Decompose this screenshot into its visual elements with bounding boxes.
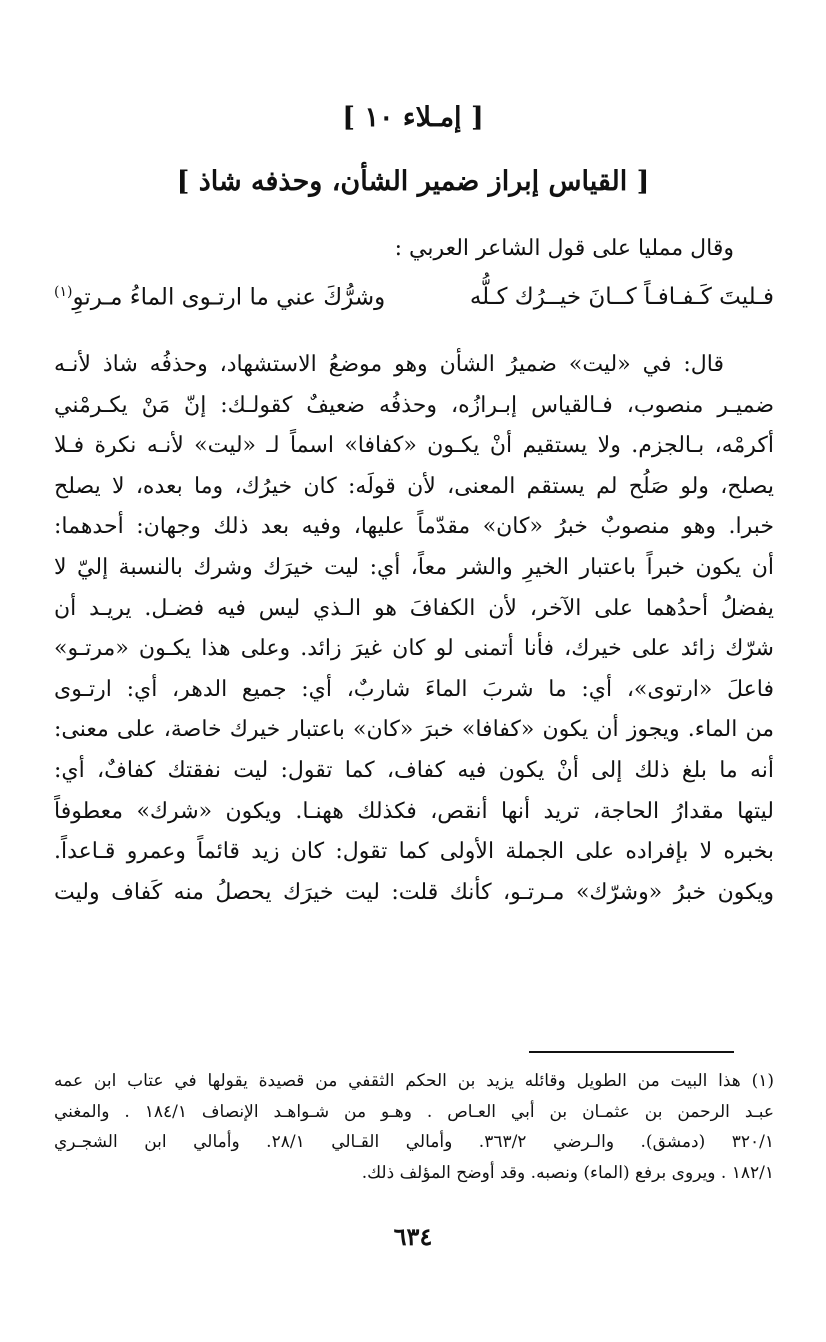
- footnote-line: عبـد الرحمن بن عثمـان بن أبي العـاص . وهـو من شـواهـد الإنصاف ١٨٤/١ . والمغني: [54, 1101, 774, 1122]
- intro-line: وقال ممليا على قول الشاعر العربي :: [394, 236, 734, 261]
- page-number: ٦٣٤: [393, 1222, 433, 1251]
- body-line: خبرا. وهو منصوبٌ خبرُ «كان» مقدّماً عليها، وفيه بعد ذلك وجهان: أحدهما:: [54, 514, 774, 540]
- body-line: ضميـر منصوب، فـالقياس إبـرازُه، وحذفُه ضعيفٌ كقولـك: إنّ مَنْ يكـرمْني: [54, 392, 774, 418]
- verse-second-hemistich-text: وشرُّكَ عني ما ارتـوى الماءُ مـرتوِ: [72, 284, 386, 311]
- body-line: من الماء. ويجوز أن يكون «كفافا» خبرَ «كان» باعتبار خيرك خاصة، على معنى:: [54, 717, 774, 743]
- verse-first-hemistich: فـليتَ كَـفـافـاً كــانَ خيــرُك كـلُّه: [469, 284, 774, 310]
- footnote-divider: [529, 1051, 734, 1053]
- body-line: أن يكون خبراً باعتبار الخيرِ والشر معاً، أي: ليت خيرَك وشرك بالنسبة إليّ لا: [54, 554, 774, 580]
- dictation-heading: [ إمـلاء ١٠ ]: [342, 102, 484, 133]
- body-text: [54, 345, 774, 913]
- poetry-verse: [54, 284, 774, 311]
- footnote-reference: (١): [54, 284, 73, 300]
- body-line: أكرمْه، بـالجزم. ولا يستقيم أنْ يكـون «كفافا» اسماً لـ «ليت» لأنـه نكرة فـلا: [54, 433, 774, 459]
- body-line: يفضلُ أحدُهما على الآخر، لأن الكفافَ هو الـذي ليس فيه فضـل. يريـد أن: [54, 595, 774, 621]
- footnote-line: (١) هذا البيت من الطويل وقائله يزيد بن الحكم الثقفي من قصيدة يقولها في عتاب ابن عمه: [54, 1071, 774, 1091]
- section-title: [ القياس إبراز ضمير الشأن، وحذفه شاذ ]: [176, 166, 650, 197]
- footnote-line: ١٨٢/١ . ويروى برفع (الماء) ونصبه. وقد أوضح المؤلف ذلك.: [361, 1162, 774, 1183]
- body-line: يصلح، ولو صَلُح لم يستقم المعنى، لأن قولَه: كان خيرُك، وما بعده، لا يصلح: [54, 473, 774, 499]
- body-line: فاعلَ «ارتوى»، أي: ما شربَ الماءَ شاربٌ، أي: جميع الدهر، أي: ارتـوى: [54, 676, 774, 702]
- verse-second-hemistich: [54, 284, 385, 311]
- body-line: شرّك زائد على خيرك، فأنا أتمنى لو كان غيرَ زائد. وعلى هذا يكـون «مرتـو»: [54, 636, 774, 662]
- body-line: ليتها مقدارُ الحاجة، تريد أنها أنقص، فكذلك ههنـا. ويكون «شرك» معطوفاً: [54, 798, 774, 824]
- body-line: قال: في «ليت» ضميرُ الشأن وهو موضعُ الاستشهاد، وحذفُه شاذ لأنـه: [54, 352, 724, 377]
- footnotes: [54, 1066, 774, 1188]
- footnote-line: ٣٢٠/١ (دمشق). والـرضي ٣٦٣/٢. وأمالي القـالي ٢٨/١. وأمالي ابن الشجـري: [54, 1132, 774, 1152]
- body-line: ويكون خبرُ «وشرّك» مـرتـو، كأنك قلت: ليت خيرَك يحصلُ منه كَفاف وليت: [54, 879, 774, 905]
- body-line: أنه ما بلغ ذلك إلى أنْ يكون فيه كفاف، كما تقول: ليت نفقتك كفافٌ، أي:: [54, 757, 774, 783]
- body-line: بخبره لا بإفراده على الجملة الأولى كما تقول: كان زيد قائماً وعمرو قـاعداً.: [54, 839, 774, 865]
